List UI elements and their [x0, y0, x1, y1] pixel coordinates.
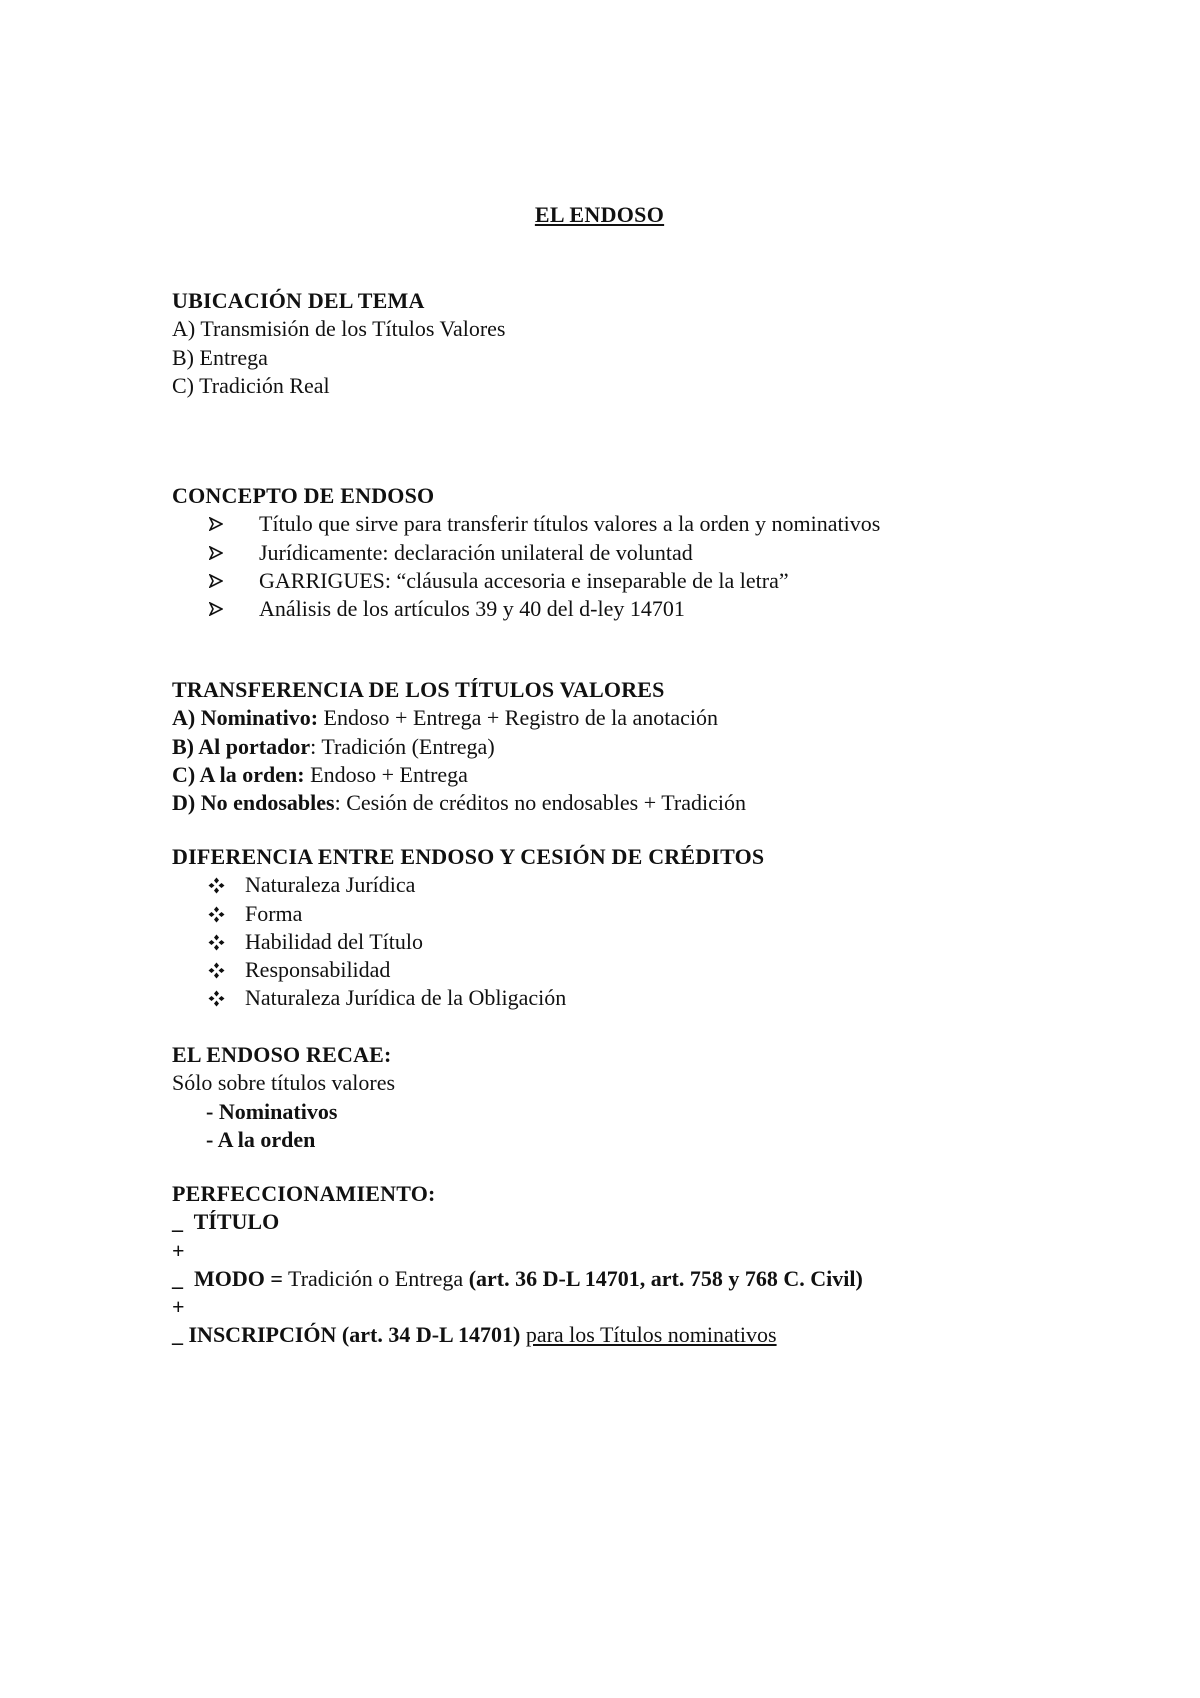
section-heading: UBICACIÓN DEL TEMA: [172, 288, 425, 313]
inscripcion-label: _ INSCRIPCIÓN (art. 34 D-L 14701): [172, 1322, 521, 1348]
arrowhead-bullet-icon: [209, 546, 223, 560]
list-item: B) Entrega: [172, 344, 268, 370]
list-item: [172, 984, 764, 1012]
list-item-text: Jurídicamente: declaración unilateral de voluntad: [259, 539, 693, 565]
item-text: Endoso + Entrega + Registro de la anotación: [318, 705, 718, 731]
section-intro: Sólo sobre títulos valores: [172, 1070, 396, 1096]
list-item: [172, 761, 746, 789]
modo-line: [172, 1265, 863, 1293]
four-diamond-bullet-icon: [208, 877, 225, 894]
list-item: [172, 539, 880, 567]
arrowhead-bullet-icon: [209, 574, 223, 588]
list-item: [172, 928, 764, 956]
plus-sign: +: [172, 1237, 185, 1263]
item-label: A) Nominativo:: [172, 705, 319, 731]
list-item: [172, 1126, 395, 1154]
section-perfeccionamiento: [172, 1180, 863, 1350]
four-diamond-bullet-icon: [208, 934, 225, 951]
inscripcion-text: para los Títulos nominativos: [525, 1322, 777, 1348]
document-title: EL ENDOSO: [534, 202, 665, 227]
item-text: : Cesión de créditos no endosables + Tradición: [334, 790, 746, 816]
list-item: [172, 956, 764, 984]
plus-line: [172, 1237, 863, 1265]
list-item: [172, 1098, 395, 1126]
list-item: [172, 733, 746, 761]
four-diamond-bullet-icon: [208, 962, 225, 979]
list-item-text: Forma: [245, 900, 303, 926]
list-item: A) Transmisión de los Títulos Valores: [172, 316, 506, 342]
section-heading: DIFERENCIA ENTRE ENDOSO Y CESIÓN DE CRÉDITOS: [172, 844, 765, 869]
section-concepto: [172, 482, 880, 623]
list-item: [172, 704, 746, 732]
list-item: [172, 789, 746, 817]
section-heading: CONCEPTO DE ENDOSO: [172, 483, 435, 508]
list-item-text: Habilidad del Título: [245, 928, 424, 954]
modo-label: _ MODO =: [172, 1265, 283, 1291]
list-item: [172, 567, 880, 595]
arrowhead-bullet-icon: [209, 517, 223, 531]
item-text: Endoso + Entrega: [304, 761, 468, 787]
section-heading: TRANSFERENCIA DE LOS TÍTULOS VALORES: [172, 677, 665, 702]
list-item-text: Naturaleza Jurídica de la Obligación: [245, 985, 567, 1011]
section-diferencia: [172, 843, 764, 1013]
item-label: B) Al portador: [172, 733, 311, 759]
list-item: [172, 871, 764, 899]
modo-reference: (art. 36 D-L 14701, art. 758 y 768 C. Civil): [468, 1265, 863, 1291]
list-item: C) Tradición Real: [172, 372, 330, 398]
list-item-text: Análisis de los artículos 39 y 40 del d-ley 14701: [259, 596, 685, 622]
section-heading: EL ENDOSO RECAE:: [172, 1042, 392, 1067]
four-diamond-bullet-icon: [208, 990, 225, 1007]
plus-sign: +: [172, 1294, 185, 1320]
plus-line: [172, 1293, 863, 1321]
section-recae: [172, 1041, 395, 1154]
titulo-line: [172, 1208, 863, 1236]
list-item-text: Responsabilidad: [245, 957, 391, 983]
four-diamond-bullet-icon: [208, 906, 225, 923]
list-item-text: Título que sirve para transferir títulos valores a la orden y nominativos: [259, 511, 881, 537]
list-item-text: GARRIGUES: “cláusula accesoria e inseparable de la letra”: [259, 567, 789, 593]
arrowhead-bullet-icon: [209, 602, 223, 616]
titulo-text: _ TÍTULO: [172, 1209, 280, 1235]
section-ubicacion: [172, 287, 506, 400]
list-item: [172, 510, 880, 538]
list-item-text: - A la orden: [206, 1126, 316, 1152]
section-transferencia: [172, 676, 746, 817]
list-item: [172, 595, 880, 623]
item-text: : Tradición (Entrega): [310, 733, 495, 759]
modo-text: Tradición o Entrega: [282, 1265, 469, 1291]
list-item-text: - Nominativos: [206, 1098, 338, 1124]
inscripcion-line: [172, 1321, 863, 1349]
item-label: C) A la orden:: [172, 761, 305, 787]
item-label: D) No endosables: [172, 790, 335, 816]
section-heading: PERFECCIONAMIENTO:: [172, 1181, 436, 1206]
list-item: [172, 900, 764, 928]
list-item-text: Naturaleza Jurídica: [245, 872, 416, 898]
